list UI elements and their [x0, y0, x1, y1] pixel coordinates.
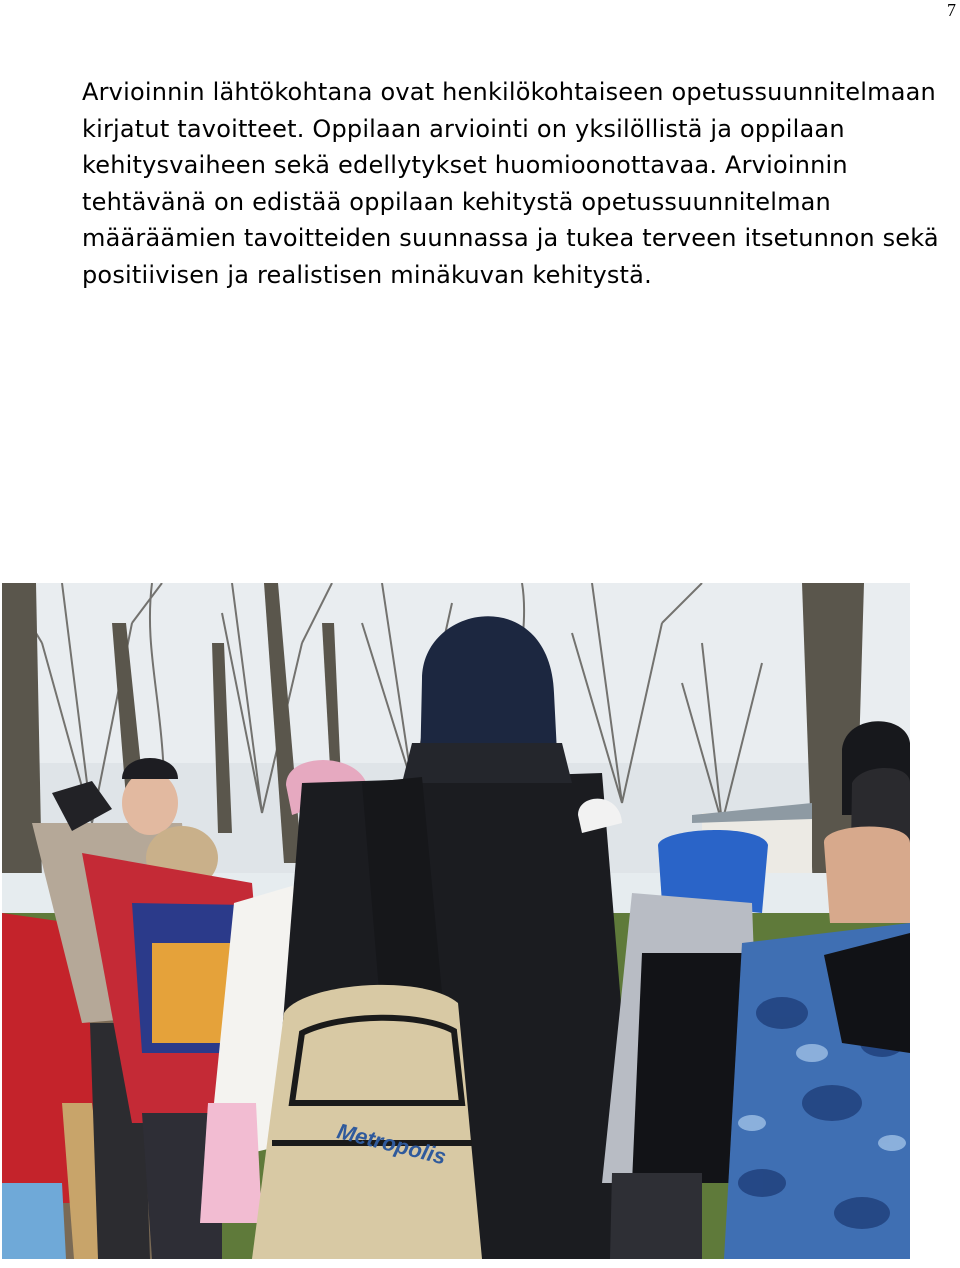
group-photo [2, 583, 910, 1259]
body-paragraph: Arvioinnin lähtökohtana ovat henkilökohtaiseen opetussuunnitelmaan kirjatut tavoitteet. Oppilaan arviointi on yksilöllistä ja oppilaan kehitysvaiheen sekä edellytykset huomioonottavaa. Arvioinnin tehtävänä on edistää oppilaan kehitystä opetussuunnitelman määräämien tavoitteiden suunnassa ja tukea terveen itsetunnon sekä positiivisen ja realistisen minäkuvan kehitystä. [82, 78, 939, 289]
page-number: 7 [947, 0, 956, 20]
backpack-brand-text: Metropolis [334, 1118, 449, 1170]
backpack-beige [252, 985, 482, 1259]
